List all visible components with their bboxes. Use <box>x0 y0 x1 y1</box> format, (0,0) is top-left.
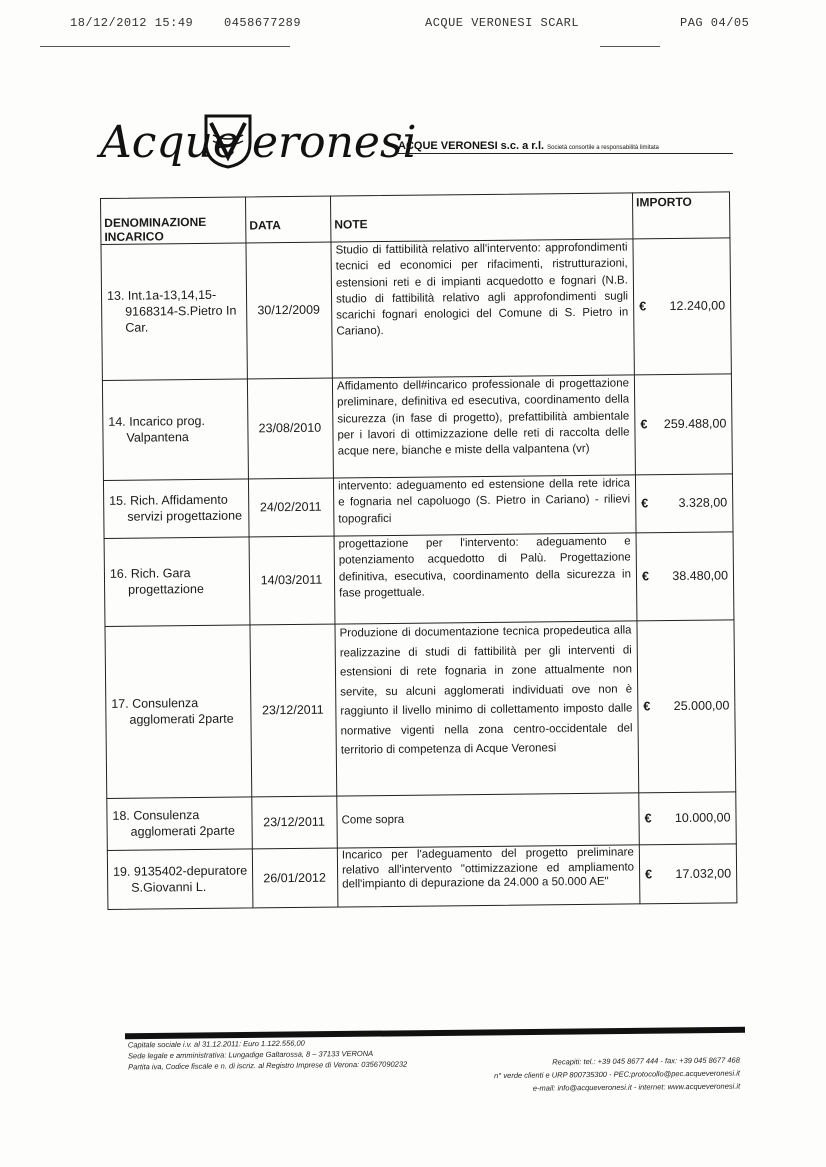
logo-shield-icon <box>203 113 253 169</box>
company-name: ACQUE VERONESI s.c. a r.l. <box>398 140 545 152</box>
row-name: 18. Consulenza agglomerati 2parte <box>112 807 235 839</box>
row-date: 23/12/2011 <box>261 702 324 718</box>
row-date: 23/12/2011 <box>263 814 325 830</box>
row-name: 16. Rich. Gara progettazione <box>109 566 204 597</box>
row-name-cell <box>107 848 254 910</box>
footer-email-web: e-mail: info@acqueveronesi.it - internet: www.acqueveronesi.it <box>532 1081 741 1093</box>
footer-contacts <box>460 1054 740 1096</box>
row-notes: Come sopra <box>341 813 405 827</box>
row-notes-cell <box>336 792 640 847</box>
row-date: 24/02/2011 <box>259 499 322 515</box>
footer-vat: Partita iva, Codice fiscale e n. di iscriz. al Registro Imprese di Verona: 03567090232 <box>128 1059 408 1072</box>
company-subtitle: Società consortile a responsabilità limitata <box>547 145 659 151</box>
row-currency: € <box>644 811 652 826</box>
footer-legal-info <box>128 1037 407 1073</box>
row-date-cell <box>249 536 336 625</box>
header-notes: NOTE <box>334 217 368 232</box>
footer-phone: Recapiti: tel.: +39 045 8677 444 - fax: +39 045 8677 468 <box>552 1055 740 1067</box>
row-amount: 25.000,00 <box>673 698 730 714</box>
row-name: 14. Incarico prog. Valpantena <box>108 413 206 445</box>
row-notes-cell <box>332 374 636 477</box>
table-row <box>106 791 737 851</box>
row-notes: progettazione per l'intervento: adeguamento e potenziamento acquedotto di Palù. Progettazione definitiva, esecutiva, coordinamento della sicurezza in fase progettuale. <box>338 535 632 600</box>
footer-capital: Capitale sociale i.v. al 31.12.2011: Euro 1.122.556,00 <box>127 1038 305 1050</box>
header-date: DATA <box>249 218 281 233</box>
row-name: 15. Rich. Affidamento servizi progettazione <box>109 492 243 524</box>
row-notes-cell <box>334 532 638 623</box>
row-currency: € <box>641 569 650 584</box>
row-currency: € <box>643 699 651 714</box>
row-date-cell <box>247 378 334 479</box>
row-currency: € <box>639 299 647 314</box>
row-name-cell <box>106 796 253 850</box>
row-name-cell <box>102 378 249 480</box>
row-currency: € <box>641 496 649 511</box>
row-amount-cell <box>632 237 731 374</box>
row-amount: 17.032,00 <box>675 866 732 882</box>
row-amount: 259.488,00 <box>663 416 727 432</box>
row-notes: intervento: adeguamento ed estensione della rete idrica e fognaria nel capoluogo (S. Pietro in Cariano) - rilievi topografici <box>337 477 631 526</box>
header-date-cell <box>245 196 331 243</box>
row-date-cell <box>249 624 337 797</box>
table-header-row <box>100 191 730 245</box>
table-row <box>103 473 734 539</box>
logo-text-right: eronesi <box>252 117 417 168</box>
row-amount-cell <box>636 619 736 792</box>
header-notes-cell <box>330 192 633 241</box>
row-notes: Studio di fattibilità relativo all'intervento: approfondimenti tecnici ed economici per rifacimenti, ristrutturazioni, estensioni reti e di impianti acquedotto e fognari (N.B. studio di fattibilità relativo agli approfondimenti sugli scarichi fognari enologici del Comune di S. Pietro in Cariano). <box>335 241 629 339</box>
row-date: 14/03/2011 <box>260 572 323 588</box>
row-name-cell <box>104 536 251 626</box>
row-notes: Affidamento dell#incarico professionale di progettazione preliminare, definitiva ed esecutiva, coordinamento della sicurezza (in fase di progetto), prefattibilità ambientale per i lavori di ottimizzazione delle reti di raccolta delle acque nere, bianche e miste della valpantena (vr) <box>336 377 630 458</box>
footer-divider <box>125 1027 745 1039</box>
header-name: DENOMINAZIONE INCARICO <box>104 214 207 244</box>
row-name: 17. Consulenza agglomerati 2parte <box>111 696 234 727</box>
row-notes: Produzione di documentazione tecnica propedeutica alla realizzazine di studi di fattibilità per gli interventi di estensioni di rete fognaria in zone attualmente non servite, su alcuni agglomerati individuati ove non è raggiunto il livello minimo di collettamento imposto dalle normative vigenti nella zona centro-occidentale del territorio di competenza di Acque Veronesi <box>339 624 633 757</box>
table-row <box>107 843 738 910</box>
row-name: 13. Int.1a-13,14,15-9168314-S.Pietro In Car. <box>106 287 237 335</box>
row-name-cell <box>100 242 247 380</box>
row-date: 26/01/2012 <box>263 870 326 886</box>
row-amount: 10.000,00 <box>674 810 731 826</box>
table-row <box>104 531 735 627</box>
fax-sender: ACQUE VERONESI SCARL <box>425 16 580 30</box>
row-amount-cell <box>639 843 738 904</box>
company-name-line <box>398 140 733 154</box>
row-amount: 12.240,00 <box>669 298 726 314</box>
footer-address: Sede legale e amministrativa: Lungadige Galtarossa, 8 – 37133 VERONA <box>127 1048 374 1061</box>
row-amount: 38.480,00 <box>672 568 729 584</box>
row-notes-cell <box>333 474 637 535</box>
row-name-cell <box>104 624 252 798</box>
fax-datetime-number <box>70 16 301 30</box>
footer-toll-free: n° verde clienti e URP 800735300 - PEC:protocollo@pec.acqueveronesi.it <box>494 1068 741 1081</box>
company-logo <box>100 105 417 180</box>
row-date-cell <box>248 478 335 537</box>
fax-page: PAG 04/05 <box>680 16 750 30</box>
header-amount: IMPORTO <box>636 194 692 210</box>
row-notes-cell <box>330 238 634 377</box>
fax-number: 0458677289 <box>224 16 302 30</box>
row-currency: € <box>640 417 648 432</box>
table-row <box>104 619 736 799</box>
table-row <box>102 373 733 481</box>
header-amount-cell <box>632 191 730 238</box>
fax-datetime: 18/12/2012 15:49 <box>70 16 194 30</box>
row-date-cell <box>251 796 338 849</box>
row-notes-cell <box>337 844 641 907</box>
scan-artifact-line <box>40 46 290 47</box>
table-row <box>100 237 731 381</box>
scan-artifact-line <box>600 46 660 47</box>
row-name-cell <box>103 478 250 538</box>
header-name-cell <box>100 196 246 244</box>
row-notes-cell <box>334 620 639 795</box>
row-currency: € <box>645 867 653 882</box>
row-amount-cell <box>636 531 735 620</box>
row-name: 19. 9135402-depuratore S.Giovanni L. <box>112 863 248 895</box>
row-date-cell <box>252 848 339 909</box>
row-amount: 3.328,00 <box>678 495 728 510</box>
logo-text-left: Acque <box>100 117 239 168</box>
row-amount-cell <box>634 373 733 474</box>
row-amount-cell <box>635 473 734 532</box>
row-date: 23/08/2010 <box>258 420 322 436</box>
row-notes: Incarico per l'adeguamento del progetto preliminare relativo all'intervento "ottimizzazione ed ampliamento dell'impianto di depurazione da 24.000 a 50.000 AE" <box>341 846 635 891</box>
row-amount-cell <box>638 791 737 844</box>
assignments-table <box>100 191 737 910</box>
row-date-cell <box>245 242 332 379</box>
row-date: 30/12/2009 <box>257 302 321 318</box>
